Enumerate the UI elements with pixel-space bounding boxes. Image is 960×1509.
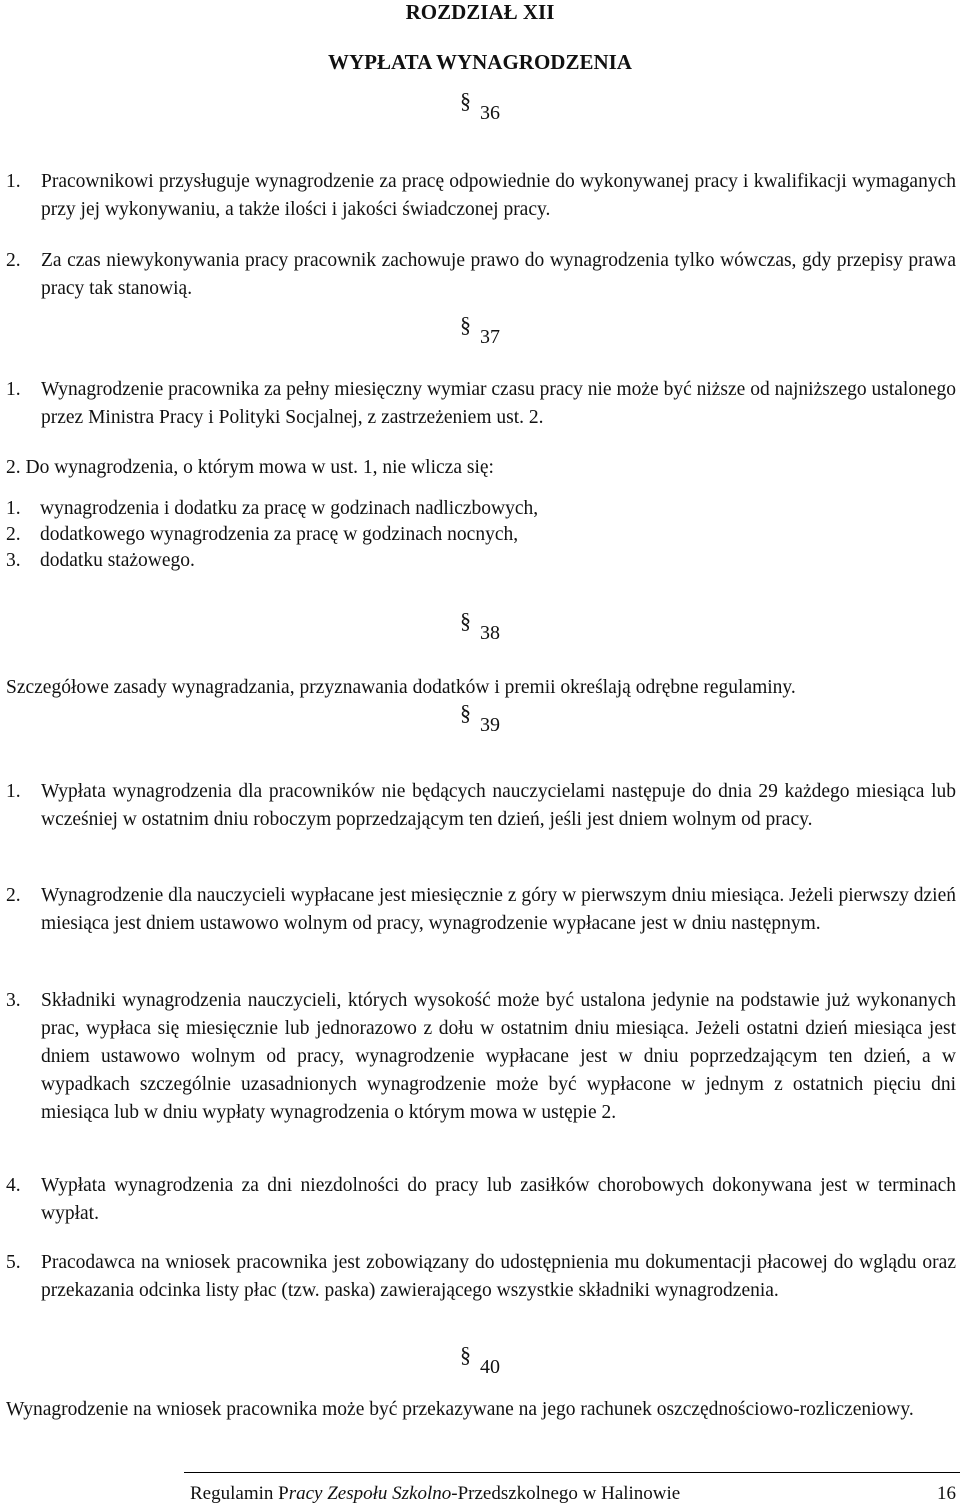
paragraph-number: 4. — [6, 1175, 21, 1196]
section-symbol: § — [460, 608, 471, 633]
paragraph-text: Za czas niewykonywania pracy pracownik zachowuje prawo do wynagrodzenia tylko wówczas, gdy przepisy prawa pracy tak stanowią. — [41, 250, 956, 299]
section-number: 40 — [480, 1356, 500, 1378]
section-number: 38 — [480, 622, 500, 644]
list-item-text: dodatkowego wynagrodzenia za pracę w godzinach nocnych, — [40, 524, 519, 545]
paragraph-text: Wynagrodzenie pracownika za pełny miesięczny wymiar czasu pracy nie może być niższe od najniższego ustalonego przez Ministra Pracy i Polityki Socjalnej, z zastrzeżeniem ust. 2. — [41, 379, 956, 428]
section-number: 36 — [480, 102, 500, 124]
footer-title-part1: Regulamin P — [190, 1483, 289, 1504]
section-symbol: § — [460, 88, 471, 113]
section-37-paragraph-2: 2. Do wynagrodzenia, o którym mowa w ust. 1, nie wlicza się: — [6, 457, 494, 478]
list-item-text: wynagrodzenia i dodatku za pracę w godzinach nadliczbowych, — [40, 498, 539, 519]
list-item — [6, 496, 538, 522]
list-item — [6, 548, 195, 574]
section-number: 37 — [480, 326, 500, 348]
paragraph-number: 2. — [6, 885, 21, 906]
section-38-text: Szczegółowe zasady wynagradzania, przyznawania dodatków i premii określają odrębne regulaminy. — [6, 677, 796, 698]
section-39-paragraph-1 — [6, 778, 956, 834]
section-36-paragraph-2 — [6, 247, 956, 303]
paragraph-text: Wynagrodzenie dla nauczycieli wypłacane jest miesięcznie z góry w pierwszym dniu miesiąca. Jeżeli pierwszy dzień miesiąca jest dniem ustawowo wolnym od pracy, wynagrodzenie wypłacane jest w dniu następnym. — [41, 885, 956, 934]
list-item — [6, 522, 518, 548]
paragraph-text: Pracodawca na wniosek pracownika jest zobowiązany do udostępnienia mu dokumentacji płacowej do wglądu oraz przekazania odcinka listy płac (tzw. paska) zawierającego wszystkie składniki wynagrodzenia. — [41, 1252, 956, 1301]
section-40-text-block — [6, 1396, 956, 1424]
section-symbol: § — [460, 700, 471, 725]
footer-title-part3: -Przedszkolnego w Halinowie — [451, 1483, 681, 1504]
list-item-text: dodatku stażowego. — [40, 550, 195, 571]
paragraph-number: 1. — [6, 781, 21, 802]
footer-title-part2: racy Zespołu Szkolno — [288, 1483, 452, 1504]
section-symbol: § — [460, 1342, 471, 1367]
section-40-text: Wynagrodzenie na wniosek pracownika może być przekazywane na jego rachunek oszczędnościowo-rozliczeniowy. — [6, 1399, 914, 1420]
paragraph-number: 1. — [6, 171, 21, 192]
section-39-paragraph-2 — [6, 882, 956, 938]
paragraph-text: Wypłata wynagrodzenia za dni niezdolności do pracy lub zasiłków chorobowych dokonywana jest w terminach wypłat. — [41, 1175, 956, 1224]
paragraph-number: 5. — [6, 1252, 21, 1273]
paragraph-text: Składniki wynagrodzenia nauczycieli, których wysokość może być ustalona jedynie na podstawie już wykonanych prac, wypłaca się miesięcznie lub jednorazowo z dołu w ostatnim dniu miesiąca. Jeżeli ostatni dzień miesiąca jest dniem ustawowo wolnym od pracy, wynagrodzenie wypłacane jest w dniu poprzedzającym ten dzień, a w wypadkach szczególnie uzasadnionych wynagrodzenie może być wypłacone w jednym z ostatnich pięciu dni miesiąca lub w dniu wypłaty wynagrodzenia o którym mowa w ustępie 2. — [41, 990, 956, 1123]
section-36-paragraph-1 — [6, 168, 956, 224]
chapter-title: WYPŁATA WYNAGRODZENIA — [328, 50, 632, 74]
list-item-number: 1. — [6, 498, 21, 519]
paragraph-text: Pracownikowi przysługuje wynagrodzenie za pracę odpowiednie do wykonywanej pracy i kwalifikacji wymaganych przy jej wykonywaniu, a także ilości i jakości świadczonej pracy. — [41, 171, 956, 220]
list-item-number: 2. — [6, 524, 21, 545]
paragraph-number: 3. — [6, 990, 21, 1011]
section-number: 39 — [480, 714, 500, 736]
section-37-paragraph-1 — [6, 376, 956, 432]
section-39-paragraph-3 — [6, 987, 956, 1127]
page-number: 16 — [937, 1483, 956, 1504]
chapter-heading: ROZDZIAŁ XII — [405, 0, 555, 24]
section-symbol: § — [460, 312, 471, 337]
section-39-paragraph-4 — [6, 1172, 956, 1228]
footer-divider — [184, 1472, 960, 1473]
paragraph-number: 1. — [6, 379, 21, 400]
list-item-number: 3. — [6, 550, 21, 571]
page-footer — [190, 1483, 958, 1505]
section-39-paragraph-5 — [6, 1249, 956, 1305]
paragraph-number: 2. — [6, 250, 21, 271]
paragraph-text: Wypłata wynagrodzenia dla pracowników nie będących nauczycielami następuje do dnia 29 każdego miesiąca lub wcześniej w ostatnim dniu roboczym poprzedzającym ten dzień, jeśli jest dniem wolnym od pracy. — [41, 781, 956, 830]
